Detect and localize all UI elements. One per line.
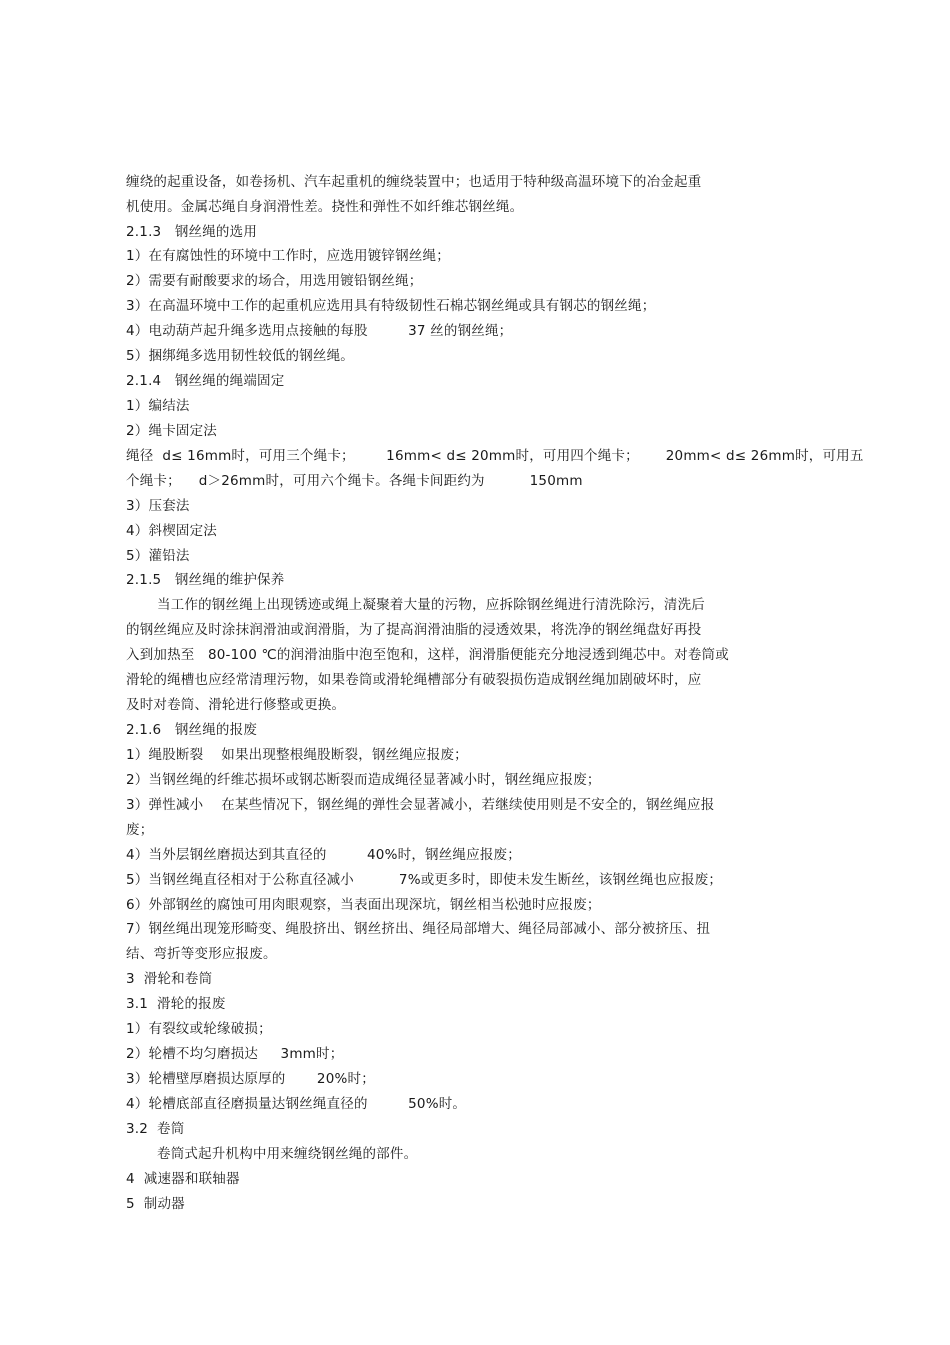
list-item: 4）轮槽底部直径磨损量达钢丝绳直径的 50%时。 [126, 1096, 467, 1112]
section-heading: 3.2 卷筒 [126, 1121, 185, 1137]
list-item: 结、弯折等变形应报废。 [126, 946, 277, 962]
list-item: 废； [126, 822, 154, 838]
paragraph-line: 绳径 d≤ 16mm时，可用三个绳卡； 16mm< d≤ 20mm时，可用四个绳卡； 20mm< d≤ 26mm时，可用五 [126, 448, 864, 464]
list-item: 6）外部钢丝的腐蚀可用肉眼观察，当表面出现深坑，钢丝相当松弛时应报废； [126, 897, 601, 913]
list-item: 1）在有腐蚀性的环境中工作时，应选用镀锌钢丝绳； [126, 248, 450, 264]
section-heading: 3.1 滑轮的报废 [126, 996, 226, 1012]
list-item: 1）编结法 [126, 398, 190, 414]
list-item: 3）压套法 [126, 498, 190, 514]
paragraph-line: 及时对卷筒、滑轮进行修整或更换。 [126, 697, 346, 713]
list-item: 2）绳卡固定法 [126, 423, 217, 439]
list-item: 4）当外层钢丝磨损达到其直径的 40%时，钢丝绳应报废； [126, 847, 521, 863]
paragraph-line: 卷筒式起升机构中用来缠绕钢丝绳的部件。 [157, 1146, 418, 1162]
list-item: 2）轮槽不均匀磨损达 3mm时； [126, 1046, 344, 1062]
paragraph-line: 机使用。金属芯绳自身润滑性差。挠性和弹性不如纤维芯钢丝绳。 [126, 199, 524, 215]
list-item: 4）斜楔固定法 [126, 523, 217, 539]
section-heading: 5 制动器 [126, 1196, 185, 1212]
list-item: 5）灌铅法 [126, 548, 190, 564]
section-heading: 3 滑轮和卷筒 [126, 971, 213, 987]
paragraph-line: 缠绕的起重设备，如卷扬机、汽车起重机的缠绕装置中；也适用于特种级高温环境下的冶金起重 [126, 174, 702, 190]
list-item: 3）轮槽壁厚磨损达原厚的 20%时； [126, 1071, 375, 1087]
list-item: 7）钢丝绳出现笼形畸变、绳股挤出、钢丝挤出、绳径局部增大、绳径局部减小、部分被挤压、扭 [126, 921, 711, 937]
list-item: 4）电动葫芦起升绳多选用点接触的每股 37 丝的钢丝绳； [126, 323, 513, 339]
section-heading: 2.1.3 钢丝绳的选用 [126, 224, 258, 240]
paragraph-line: 入到加热至 80-100 ℃的润滑油脂中泡至饱和，这样，润滑脂便能充分地浸透到绳芯中。对卷筒或 [126, 647, 729, 663]
section-heading: 2.1.5 钢丝绳的维护保养 [126, 572, 285, 588]
list-item: 1）有裂纹或轮缘破损； [126, 1021, 272, 1037]
paragraph-line: 个绳卡； d＞26mm时，可用六个绳卡。各绳卡间距约为 150mm [126, 473, 583, 489]
list-item: 3）在高温环境中工作的起重机应选用具有特级韧性石棉芯钢丝绳或具有钢芯的钢丝绳； [126, 298, 656, 314]
list-item: 2）需要有耐酸要求的场合，用选用镀铅钢丝绳； [126, 273, 423, 289]
section-heading: 2.1.6 钢丝绳的报废 [126, 722, 258, 738]
paragraph-line: 当工作的钢丝绳上出现锈迹或绳上凝聚着大量的污物，应拆除钢丝绳进行清洗除污，清洗后 [157, 597, 705, 613]
list-item: 1）绳股断裂 如果出现整根绳股断裂，钢丝绳应报废； [126, 747, 468, 763]
paragraph-line: 的钢丝绳应及时涂抹润滑油或润滑脂，为了提高润滑油脂的浸透效果，将洗净的钢丝绳盘好再投 [126, 622, 702, 638]
list-item: 2）当钢丝绳的纤维芯损坏或钢芯断裂而造成绳径显著减小时，钢丝绳应报废； [126, 772, 601, 788]
paragraph-line: 滑轮的绳槽也应经常清理污物，如果卷筒或滑轮绳槽部分有破裂损伤造成钢丝绳加剧破坏时，应 [126, 672, 702, 688]
section-heading: 2.1.4 钢丝绳的绳端固定 [126, 373, 285, 389]
list-item: 3）弹性减小 在某些情况下，钢丝绳的弹性会显著减小，若继续使用则是不安全的，钢丝绳应报 [126, 797, 715, 813]
list-item: 5）当钢丝绳直径相对于公称直径减小 7%或更多时，即使未发生断丝，该钢丝绳也应报废； [126, 872, 723, 888]
list-item: 5）捆绑绳多选用韧性较低的钢丝绳。 [126, 348, 354, 364]
section-heading: 4 减速器和联轴器 [126, 1171, 240, 1187]
